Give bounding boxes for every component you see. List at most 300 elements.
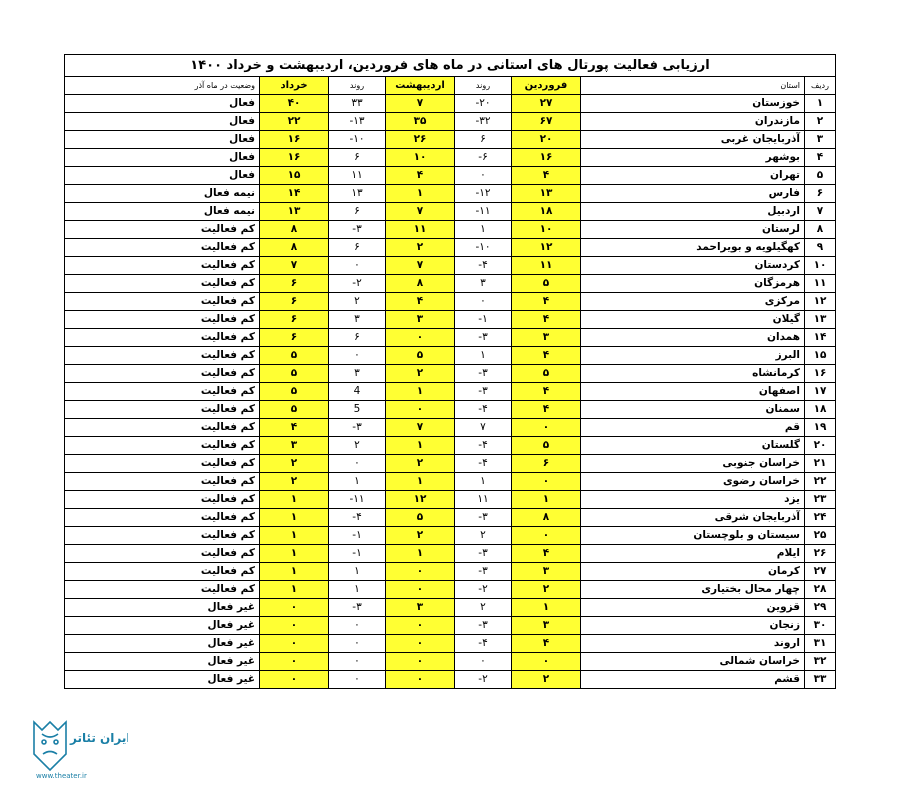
cell-ordibehesht: ۳: [386, 599, 455, 617]
cell-province: سمنان: [581, 401, 805, 419]
col-trend-2: روند: [329, 77, 386, 95]
table-row: [65, 113, 836, 131]
cell-province: آذربایجان شرقی: [581, 509, 805, 527]
logo-url: www.theater.ir: [36, 772, 87, 780]
cell-status: کم فعالیت: [65, 581, 260, 599]
cell-ordibehesht: ۵: [386, 347, 455, 365]
cell-province: کهگیلویه و بویراحمد: [581, 239, 805, 257]
cell-ordibehesht: ۱: [386, 185, 455, 203]
cell-ordibehesht: ۰: [386, 671, 455, 689]
cell-province: یزد: [581, 491, 805, 509]
cell-khordad: ۵: [260, 347, 329, 365]
cell-farvardin: ۵: [512, 437, 581, 455]
header-row: [65, 77, 836, 95]
cell-status: غیر فعال: [65, 671, 260, 689]
cell-khordad: ۱: [260, 563, 329, 581]
cell-status: نیمه فعال: [65, 185, 260, 203]
cell-num: ۲۰: [805, 437, 836, 455]
cell-province: قم: [581, 419, 805, 437]
cell-status: کم فعالیت: [65, 239, 260, 257]
cell-province: زنجان: [581, 617, 805, 635]
cell-khordad: ۷: [260, 257, 329, 275]
cell-farvardin: ۱۰: [512, 221, 581, 239]
cell-status: کم فعالیت: [65, 257, 260, 275]
cell-farvardin: ۱۶: [512, 149, 581, 167]
cell-ordibehesht: ۷: [386, 419, 455, 437]
cell-num: ۱۰: [805, 257, 836, 275]
cell-num: ۱۳: [805, 311, 836, 329]
theater-masks-icon: [28, 712, 128, 780]
cell-num: ۳۳: [805, 671, 836, 689]
cell-province: آذربایجان غربی: [581, 131, 805, 149]
cell-trend1: ۳-: [455, 329, 512, 347]
cell-trend2: ۳-: [329, 419, 386, 437]
cell-farvardin: ۲: [512, 581, 581, 599]
cell-khordad: ۱: [260, 527, 329, 545]
cell-farvardin: ۰: [512, 419, 581, 437]
cell-trend1: ۶: [455, 131, 512, 149]
table-row: [65, 671, 836, 689]
cell-farvardin: ۱۱: [512, 257, 581, 275]
cell-khordad: ۴۰: [260, 95, 329, 113]
cell-farvardin: ۱: [512, 491, 581, 509]
cell-khordad: ۰: [260, 599, 329, 617]
cell-trend1: ۲۰-: [455, 95, 512, 113]
cell-ordibehesht: ۱۲: [386, 491, 455, 509]
col-num: ردیف: [805, 77, 836, 95]
cell-trend2: ۱: [329, 581, 386, 599]
table-row: [65, 599, 836, 617]
table-row: [65, 185, 836, 203]
table-row: [65, 293, 836, 311]
cell-ordibehesht: ۸: [386, 275, 455, 293]
cell-farvardin: ۶۷: [512, 113, 581, 131]
cell-ordibehesht: ۷: [386, 95, 455, 113]
cell-province: اروند: [581, 635, 805, 653]
cell-trend2: ۶: [329, 239, 386, 257]
cell-farvardin: ۱: [512, 599, 581, 617]
cell-trend1: ۴-: [455, 401, 512, 419]
cell-province: بوشهر: [581, 149, 805, 167]
cell-province: تهران: [581, 167, 805, 185]
cell-ordibehesht: ۰: [386, 653, 455, 671]
table-row: [65, 95, 836, 113]
cell-num: ۴: [805, 149, 836, 167]
cell-status: کم فعالیت: [65, 383, 260, 401]
cell-num: ۱۱: [805, 275, 836, 293]
cell-farvardin: ۲۷: [512, 95, 581, 113]
cell-trend1: ۰: [455, 167, 512, 185]
cell-status: غیر فعال: [65, 617, 260, 635]
cell-trend2: ۲: [329, 437, 386, 455]
cell-farvardin: ۰: [512, 527, 581, 545]
cell-trend2: ۰: [329, 455, 386, 473]
cell-ordibehesht: ۱۱: [386, 221, 455, 239]
cell-trend2: ۳: [329, 311, 386, 329]
cell-province: قشم: [581, 671, 805, 689]
cell-province: همدان: [581, 329, 805, 347]
cell-farvardin: ۴: [512, 311, 581, 329]
cell-ordibehesht: ۴: [386, 293, 455, 311]
cell-khordad: ۶: [260, 329, 329, 347]
iran-theater-logo: [28, 712, 128, 780]
cell-province: کرمان: [581, 563, 805, 581]
table-row: [65, 383, 836, 401]
cell-trend2: ۰: [329, 671, 386, 689]
cell-trend2: ۰: [329, 257, 386, 275]
cell-num: ۳: [805, 131, 836, 149]
cell-khordad: ۱۶: [260, 149, 329, 167]
cell-status: کم فعالیت: [65, 527, 260, 545]
table-row: [65, 617, 836, 635]
table-row: [65, 275, 836, 293]
cell-trend1: ۰: [455, 293, 512, 311]
col-ordibehesht: اردیبهشت: [386, 77, 455, 95]
cell-trend2: ۱۱-: [329, 491, 386, 509]
table-row: [65, 653, 836, 671]
cell-num: ۲۲: [805, 473, 836, 491]
cell-status: کم فعالیت: [65, 347, 260, 365]
cell-province: هرمزگان: [581, 275, 805, 293]
cell-province: مرکزی: [581, 293, 805, 311]
cell-trend1: ۱۲-: [455, 185, 512, 203]
col-farvardin: فروردین: [512, 77, 581, 95]
cell-trend1: ۰: [455, 653, 512, 671]
cell-num: ۶: [805, 185, 836, 203]
cell-trend2: ۱-: [329, 527, 386, 545]
table-row: [65, 329, 836, 347]
cell-province: لرستان: [581, 221, 805, 239]
cell-province: کرمانشاه: [581, 365, 805, 383]
cell-farvardin: ۵: [512, 275, 581, 293]
cell-status: کم فعالیت: [65, 473, 260, 491]
table-row: [65, 203, 836, 221]
cell-farvardin: ۳: [512, 617, 581, 635]
cell-khordad: ۱۴: [260, 185, 329, 203]
table-row: [65, 437, 836, 455]
cell-farvardin: ۴: [512, 347, 581, 365]
cell-num: ۲۴: [805, 509, 836, 527]
table-row: [65, 401, 836, 419]
activity-table: [64, 76, 836, 689]
cell-ordibehesht: ۰: [386, 401, 455, 419]
cell-farvardin: ۸: [512, 509, 581, 527]
cell-trend1: ۳-: [455, 365, 512, 383]
cell-farvardin: ۰: [512, 653, 581, 671]
cell-farvardin: ۵: [512, 365, 581, 383]
cell-khordad: ۵: [260, 365, 329, 383]
cell-trend1: ۲-: [455, 581, 512, 599]
cell-province: قزوین: [581, 599, 805, 617]
cell-trend1: ۲: [455, 599, 512, 617]
cell-trend1: ۳-: [455, 383, 512, 401]
cell-trend2: ۱-: [329, 545, 386, 563]
cell-farvardin: ۰: [512, 473, 581, 491]
cell-ordibehesht: ۱: [386, 383, 455, 401]
cell-khordad: ۰: [260, 671, 329, 689]
table-row: [65, 257, 836, 275]
cell-khordad: ۶: [260, 293, 329, 311]
cell-status: غیر فعال: [65, 599, 260, 617]
table-row: [65, 455, 836, 473]
cell-trend1: ۶-: [455, 149, 512, 167]
cell-trend1: ۳-: [455, 563, 512, 581]
cell-trend2: ۱: [329, 473, 386, 491]
col-trend-1: روند: [455, 77, 512, 95]
cell-status: غیر فعال: [65, 653, 260, 671]
cell-trend2: ۳-: [329, 221, 386, 239]
cell-trend2: ۱۳-: [329, 113, 386, 131]
cell-status: غیر فعال: [65, 635, 260, 653]
cell-khordad: ۶: [260, 275, 329, 293]
cell-ordibehesht: ۲: [386, 455, 455, 473]
cell-khordad: ۰: [260, 635, 329, 653]
cell-num: ۱۲: [805, 293, 836, 311]
table-row: [65, 545, 836, 563]
cell-ordibehesht: ۰: [386, 617, 455, 635]
cell-khordad: ۱۵: [260, 167, 329, 185]
cell-farvardin: ۱۳: [512, 185, 581, 203]
cell-ordibehesht: ۰: [386, 581, 455, 599]
table-row: [65, 347, 836, 365]
cell-province: سیستان و بلوچستان: [581, 527, 805, 545]
cell-province: کردستان: [581, 257, 805, 275]
cell-status: کم فعالیت: [65, 329, 260, 347]
cell-status: فعال: [65, 167, 260, 185]
cell-farvardin: ۲۰: [512, 131, 581, 149]
cell-num: ۲۳: [805, 491, 836, 509]
cell-status: فعال: [65, 95, 260, 113]
cell-ordibehesht: ۲: [386, 365, 455, 383]
cell-trend1: ۱-: [455, 311, 512, 329]
cell-farvardin: ۴: [512, 383, 581, 401]
cell-status: فعال: [65, 113, 260, 131]
cell-num: ۳۰: [805, 617, 836, 635]
cell-ordibehesht: ۳: [386, 311, 455, 329]
table-row: [65, 365, 836, 383]
cell-farvardin: ۳: [512, 329, 581, 347]
cell-num: ۲۸: [805, 581, 836, 599]
cell-num: ۱۵: [805, 347, 836, 365]
cell-trend1: ۱۱-: [455, 203, 512, 221]
cell-num: ۳۱: [805, 635, 836, 653]
cell-ordibehesht: ۳۵: [386, 113, 455, 131]
cell-ordibehesht: ۰: [386, 635, 455, 653]
cell-khordad: ۵: [260, 401, 329, 419]
cell-province: خراسان رضوی: [581, 473, 805, 491]
cell-trend1: ۴-: [455, 635, 512, 653]
cell-ordibehesht: ۲۶: [386, 131, 455, 149]
cell-province: ایلام: [581, 545, 805, 563]
cell-num: ۸: [805, 221, 836, 239]
cell-status: کم فعالیت: [65, 563, 260, 581]
cell-khordad: ۱: [260, 581, 329, 599]
cell-province: اصفهان: [581, 383, 805, 401]
cell-khordad: ۰: [260, 617, 329, 635]
col-status: وضعیت در ماه آذر: [65, 77, 260, 95]
col-province: استان: [581, 77, 805, 95]
table-row: [65, 509, 836, 527]
cell-farvardin: ۴: [512, 401, 581, 419]
cell-province: فارس: [581, 185, 805, 203]
cell-trend2: ۱۳: [329, 185, 386, 203]
table-row: [65, 491, 836, 509]
cell-ordibehesht: ۰: [386, 563, 455, 581]
cell-farvardin: ۳: [512, 563, 581, 581]
table-row: [65, 149, 836, 167]
cell-farvardin: ۲: [512, 671, 581, 689]
cell-khordad: ۸: [260, 239, 329, 257]
cell-num: ۱۴: [805, 329, 836, 347]
cell-trend2: ۰: [329, 617, 386, 635]
cell-khordad: ۱۳: [260, 203, 329, 221]
table-row: [65, 311, 836, 329]
cell-trend2: ۶: [329, 329, 386, 347]
cell-trend2: ۱: [329, 563, 386, 581]
cell-trend2: ۱۰-: [329, 131, 386, 149]
cell-status: کم فعالیت: [65, 365, 260, 383]
table-row: [65, 527, 836, 545]
cell-trend1: ۳: [455, 275, 512, 293]
cell-trend1: ۱۱: [455, 491, 512, 509]
cell-province: خراسان شمالی: [581, 653, 805, 671]
cell-num: ۲۹: [805, 599, 836, 617]
cell-province: مازندران: [581, 113, 805, 131]
cell-num: ۲۱: [805, 455, 836, 473]
cell-trend2: ۶: [329, 149, 386, 167]
cell-num: ۷: [805, 203, 836, 221]
cell-num: ۱: [805, 95, 836, 113]
cell-khordad: ۱: [260, 509, 329, 527]
cell-khordad: ۱۶: [260, 131, 329, 149]
cell-status: کم فعالیت: [65, 455, 260, 473]
cell-trend1: ۳-: [455, 617, 512, 635]
cell-num: ۲۶: [805, 545, 836, 563]
cell-province: خوزستان: [581, 95, 805, 113]
cell-khordad: ۴: [260, 419, 329, 437]
table-row: [65, 473, 836, 491]
cell-ordibehesht: ۲: [386, 239, 455, 257]
cell-khordad: ۱: [260, 491, 329, 509]
cell-trend2: ۲: [329, 293, 386, 311]
cell-khordad: ۲۲: [260, 113, 329, 131]
table-row: [65, 221, 836, 239]
cell-farvardin: ۱۸: [512, 203, 581, 221]
cell-ordibehesht: ۲: [386, 527, 455, 545]
cell-status: فعال: [65, 131, 260, 149]
cell-trend2: ۴-: [329, 509, 386, 527]
cell-farvardin: ۶: [512, 455, 581, 473]
cell-province: البرز: [581, 347, 805, 365]
cell-trend2: ۰: [329, 347, 386, 365]
cell-farvardin: ۱۲: [512, 239, 581, 257]
table-row: [65, 131, 836, 149]
cell-khordad: ۸: [260, 221, 329, 239]
cell-trend1: ۱: [455, 221, 512, 239]
cell-trend2: ۳: [329, 365, 386, 383]
cell-status: کم فعالیت: [65, 509, 260, 527]
table-row: [65, 563, 836, 581]
cell-num: ۳۲: [805, 653, 836, 671]
cell-status: کم فعالیت: [65, 545, 260, 563]
cell-khordad: ۲: [260, 473, 329, 491]
cell-province: چهار محال بختیاری: [581, 581, 805, 599]
cell-num: ۱۹: [805, 419, 836, 437]
cell-num: ۱۸: [805, 401, 836, 419]
cell-num: ۲: [805, 113, 836, 131]
cell-trend1: ۷: [455, 419, 512, 437]
cell-num: ۹: [805, 239, 836, 257]
cell-status: کم فعالیت: [65, 311, 260, 329]
cell-province: گیلان: [581, 311, 805, 329]
table-row: [65, 581, 836, 599]
cell-ordibehesht: ۵: [386, 509, 455, 527]
cell-trend1: ۴-: [455, 257, 512, 275]
cell-trend2: ۳-: [329, 599, 386, 617]
cell-khordad: ۶: [260, 311, 329, 329]
cell-province: خراسان جنوبی: [581, 455, 805, 473]
cell-ordibehesht: ۱۰: [386, 149, 455, 167]
cell-trend2: ۲-: [329, 275, 386, 293]
report-title: ارزیابی فعالیت پورتال های استانی در ماه های فروردین، اردیبهشت و خرداد ۱۴۰۰: [64, 54, 836, 76]
cell-trend1: ۲: [455, 527, 512, 545]
cell-ordibehesht: ۴: [386, 167, 455, 185]
cell-status: کم فعالیت: [65, 275, 260, 293]
cell-trend1: ۳-: [455, 509, 512, 527]
cell-status: کم فعالیت: [65, 419, 260, 437]
cell-farvardin: ۴: [512, 167, 581, 185]
cell-status: نیمه فعال: [65, 203, 260, 221]
cell-num: ۱۷: [805, 383, 836, 401]
cell-status: کم فعالیت: [65, 401, 260, 419]
cell-num: ۲۷: [805, 563, 836, 581]
cell-ordibehesht: ۷: [386, 257, 455, 275]
cell-ordibehesht: ۱: [386, 473, 455, 491]
cell-farvardin: ۴: [512, 635, 581, 653]
cell-trend2: ۰: [329, 635, 386, 653]
cell-status: کم فعالیت: [65, 221, 260, 239]
cell-status: کم فعالیت: [65, 437, 260, 455]
cell-khordad: ۲: [260, 455, 329, 473]
cell-khordad: ۱: [260, 545, 329, 563]
col-khordad: خرداد: [260, 77, 329, 95]
report-sheet: [64, 54, 836, 689]
cell-status: کم فعالیت: [65, 491, 260, 509]
cell-khordad: ۵: [260, 383, 329, 401]
cell-trend1: ۴-: [455, 455, 512, 473]
cell-province: اردبیل: [581, 203, 805, 221]
cell-trend2: ۰: [329, 653, 386, 671]
logo-name: ایران تئاتر: [70, 731, 128, 745]
table-row: [65, 419, 836, 437]
cell-num: ۵: [805, 167, 836, 185]
cell-khordad: ۳: [260, 437, 329, 455]
cell-trend1: ۳۲-: [455, 113, 512, 131]
cell-trend2: 5: [329, 401, 386, 419]
cell-trend1: ۱۰-: [455, 239, 512, 257]
cell-trend1: ۲-: [455, 671, 512, 689]
cell-status: کم فعالیت: [65, 293, 260, 311]
table-row: [65, 635, 836, 653]
cell-ordibehesht: ۱: [386, 437, 455, 455]
cell-num: ۱۶: [805, 365, 836, 383]
cell-trend2: ۱۱: [329, 167, 386, 185]
cell-farvardin: ۴: [512, 293, 581, 311]
cell-num: ۲۵: [805, 527, 836, 545]
cell-trend2: ۳۳: [329, 95, 386, 113]
table-row: [65, 167, 836, 185]
cell-trend1: ۳-: [455, 545, 512, 563]
